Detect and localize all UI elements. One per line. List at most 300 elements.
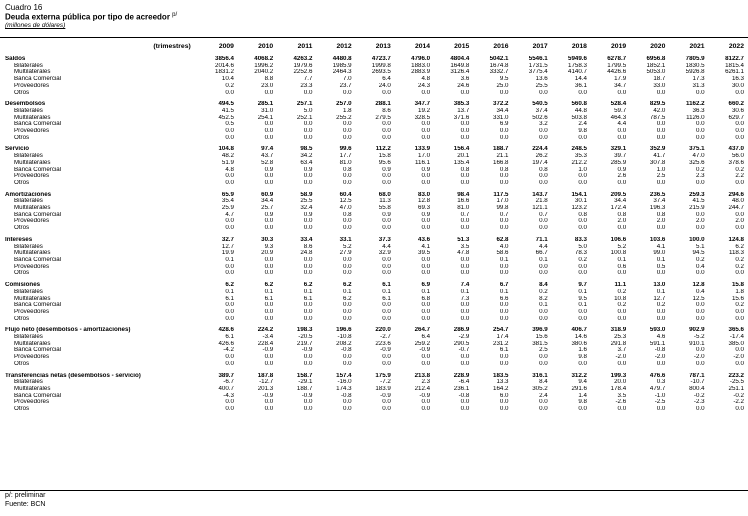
total-cell: 133.9 [414, 146, 431, 153]
total-cell: 124.8 [728, 236, 744, 243]
value-cell: 1996.2 [254, 62, 274, 69]
value-cell: 9.8 [578, 128, 587, 135]
value-cell: 0.0 [460, 399, 470, 406]
value-cell: 0.0 [617, 225, 627, 232]
total-cell: 4723.7 [371, 56, 391, 62]
value-cell: 178.4 [610, 385, 627, 392]
value-cell: 0.0 [499, 308, 509, 315]
total-cell: 30.3 [261, 236, 274, 243]
value-cell: 0.0 [421, 256, 431, 263]
title-text: Deuda externa pública por tipo de acreedor [5, 12, 170, 22]
row-label: Bilaterales [14, 198, 43, 205]
value-cell: 0.0 [264, 218, 274, 225]
value-cell: 0.0 [735, 360, 744, 367]
value-cell: 254.1 [257, 114, 274, 121]
value-cell: 0.2 [735, 166, 744, 173]
value-cell: 20.9 [261, 250, 274, 257]
value-cell: 371.6 [453, 114, 470, 121]
value-cell: 291.6 [571, 385, 587, 392]
value-cell: -2.3 [693, 399, 705, 406]
row-label: Proveedores [14, 263, 50, 270]
value-cell: -10.8 [337, 334, 352, 341]
value-cell: 0.0 [656, 128, 666, 135]
value-cell: -29.1 [298, 379, 313, 386]
total-cell: 213.8 [414, 372, 431, 379]
row-label: Otros [14, 360, 30, 367]
value-cell: 0.0 [578, 134, 587, 141]
total-cell: 236.5 [649, 191, 666, 198]
value-cell: 196.3 [649, 205, 666, 212]
section-label: Servicio [5, 146, 30, 153]
value-cell: 328.5 [414, 114, 431, 121]
value-cell: 0.0 [499, 354, 509, 361]
value-cell: 0.0 [617, 308, 627, 315]
value-cell: 2883.9 [411, 69, 431, 76]
total-cell: 188.7 [493, 146, 509, 153]
value-cell: 0.8 [460, 166, 470, 173]
value-cell: 0.0 [656, 360, 666, 367]
table-body [0, 56, 748, 413]
table-row [0, 198, 748, 205]
value-cell: 166.8 [493, 159, 509, 166]
total-cell: 6.1 [382, 282, 391, 289]
total-cell: 83.0 [418, 191, 431, 198]
row-label: Otros [14, 225, 30, 232]
total-cell: 60.9 [261, 191, 274, 198]
value-cell: 39.5 [418, 250, 431, 257]
total-cell: 365.6 [728, 327, 744, 334]
value-cell: 0.0 [225, 89, 234, 96]
value-cell: 0.0 [539, 128, 548, 135]
value-cell: 331.0 [493, 114, 509, 121]
table-row [0, 379, 748, 386]
value-cell: 0.0 [499, 270, 509, 277]
value-cell: 4.7 [225, 211, 234, 218]
value-cell: -10.7 [690, 379, 705, 386]
value-cell: 2252.6 [293, 69, 313, 76]
value-cell: 2693.5 [371, 69, 391, 76]
value-cell: 27.9 [339, 250, 352, 257]
value-cell: 0.0 [225, 270, 234, 277]
value-cell: 1830.5 [685, 62, 705, 69]
value-cell: 30.6 [731, 107, 744, 114]
row-label: Otros [14, 134, 30, 141]
value-cell: 2.0 [695, 218, 705, 225]
value-cell: 0.0 [735, 179, 744, 186]
value-cell: 0.9 [617, 166, 627, 173]
value-cell: 1.8 [735, 288, 744, 295]
total-cell: 98.4 [457, 191, 470, 198]
total-cell: 902.9 [689, 327, 705, 334]
value-cell: 0.0 [617, 128, 627, 135]
row-label: Bilaterales [14, 334, 43, 341]
value-cell: 0.0 [460, 89, 470, 96]
total-cell: 560.8 [571, 101, 587, 108]
value-cell: 0.7 [499, 211, 509, 218]
value-cell: 0.0 [499, 360, 509, 367]
value-cell: 0.0 [225, 399, 234, 406]
value-cell: 325.6 [689, 159, 705, 166]
value-cell: 0.0 [499, 128, 509, 135]
value-cell: 9.5 [578, 295, 587, 302]
value-cell: 0.0 [382, 302, 391, 309]
table-row [0, 399, 748, 406]
value-cell: 0.0 [343, 256, 352, 263]
value-cell: 208.2 [336, 340, 352, 347]
value-cell: 1985.9 [332, 62, 352, 69]
value-cell: 24.3 [418, 82, 431, 89]
value-cell: 0.0 [303, 179, 313, 186]
row-label: Banca Comercial [14, 347, 62, 354]
value-cell: 0.0 [225, 360, 234, 367]
value-cell: 4.4 [539, 243, 548, 250]
value-cell: 0.0 [735, 121, 744, 128]
total-cell: 104.8 [218, 146, 234, 153]
total-cell: 264.7 [414, 327, 431, 334]
total-cell: 83.3 [574, 236, 587, 243]
total-cell: 660.2 [728, 101, 744, 108]
value-cell: 1674.8 [489, 62, 509, 69]
value-cell: 58.6 [496, 250, 509, 257]
value-cell: -2.9 [458, 334, 470, 341]
value-cell: 0.0 [539, 89, 548, 96]
table-row [0, 309, 748, 316]
value-cell: 31.0 [261, 107, 274, 114]
value-cell: 0.0 [617, 134, 627, 141]
value-cell: 0.2 [617, 288, 627, 295]
value-cell: 0.0 [539, 315, 548, 322]
value-cell: 41.7 [653, 153, 666, 160]
value-cell: 3.2 [539, 121, 548, 128]
table-row [0, 167, 748, 174]
value-cell: 0.0 [735, 225, 744, 232]
value-cell: -0.9 [419, 347, 431, 354]
value-cell: 0.0 [382, 308, 391, 315]
value-cell: 2.3 [695, 173, 705, 180]
value-cell: 188.7 [296, 385, 313, 392]
value-cell: 0.0 [539, 399, 548, 406]
value-cell: -5.2 [693, 334, 705, 341]
value-cell: 0.0 [499, 173, 509, 180]
value-cell: 0.0 [617, 179, 627, 186]
table-row [0, 393, 748, 400]
value-cell: 3.5 [460, 243, 470, 250]
value-cell: 0.0 [303, 225, 313, 232]
value-cell: 1758.3 [568, 62, 587, 69]
value-cell: 0.0 [578, 270, 587, 277]
value-cell: 66.7 [535, 250, 548, 257]
total-cell: 228.9 [453, 372, 470, 379]
row-label: Otros [14, 315, 30, 322]
value-cell: -7.2 [380, 379, 391, 386]
table-row [0, 160, 748, 167]
value-cell: 3332.7 [489, 69, 509, 76]
value-cell: 0.0 [656, 308, 666, 315]
value-cell: 0.9 [303, 166, 313, 173]
value-cell: 0.0 [343, 218, 352, 225]
value-cell: 8.6 [382, 107, 391, 114]
value-cell: 1815.4 [725, 62, 744, 69]
total-cell: 6.2 [303, 282, 313, 289]
value-cell: 172.4 [610, 205, 627, 212]
value-cell: 0.0 [460, 315, 470, 322]
total-cell: 787.1 [689, 372, 705, 379]
value-cell: 0.0 [539, 308, 548, 315]
value-cell: 47.8 [457, 250, 470, 257]
value-cell: 503.8 [571, 114, 587, 121]
row-label: Multilaterales [14, 295, 51, 302]
value-cell: -0.8 [458, 392, 470, 399]
value-cell: 255.2 [336, 114, 352, 121]
row-label: Proveedores [14, 173, 50, 180]
value-cell: 16.6 [457, 198, 470, 205]
value-cell: 6.1 [264, 295, 274, 302]
value-cell: 0.0 [539, 225, 548, 232]
value-cell: 464.3 [610, 114, 627, 121]
footnote-source: Fuente: BCN [5, 501, 46, 508]
value-cell: 0.0 [695, 302, 705, 309]
value-cell: 1999.8 [371, 62, 391, 69]
table-row [0, 334, 748, 341]
value-cell: 39.7 [614, 153, 627, 160]
value-cell: 9.8 [578, 399, 587, 406]
value-cell: 279.5 [375, 114, 391, 121]
value-cell: 0.7 [460, 211, 470, 218]
total-cell: 51.3 [457, 236, 470, 243]
value-cell: 0.0 [578, 173, 587, 180]
year-header-2012: 2012 [336, 42, 352, 50]
total-cell: 11.1 [614, 282, 627, 289]
total-cell: 259.3 [689, 191, 705, 198]
table-row [0, 264, 748, 271]
value-cell: -0.9 [262, 392, 274, 399]
table-row [0, 225, 748, 232]
value-cell: 1.4 [578, 392, 587, 399]
value-cell: 0.0 [695, 211, 705, 218]
value-cell: 0.0 [382, 399, 391, 406]
value-cell: 215.9 [689, 205, 705, 212]
value-cell: 0.8 [343, 166, 352, 173]
value-cell: 94.5 [692, 250, 705, 257]
value-cell: 0.9 [303, 211, 313, 218]
value-cell: 0.0 [343, 134, 352, 141]
value-cell: 15.6 [535, 334, 548, 341]
row-label: Multilaterales [14, 159, 51, 166]
value-cell: 25.9 [221, 205, 234, 212]
value-cell: 4.0 [499, 243, 509, 250]
table-row [0, 108, 748, 115]
year-header-row [0, 38, 748, 56]
value-cell: 0.0 [460, 302, 470, 309]
value-cell: 0.0 [225, 134, 234, 141]
value-cell: 0.0 [264, 89, 274, 96]
value-cell: 0.0 [303, 121, 313, 128]
value-cell: 0.0 [421, 399, 431, 406]
value-cell: 0.0 [460, 263, 470, 270]
value-cell: 1126.0 [686, 114, 705, 121]
value-cell: 24.6 [457, 82, 470, 89]
value-cell: 0.0 [264, 406, 274, 413]
value-cell: 0.0 [421, 270, 431, 277]
value-cell: 0.0 [539, 354, 548, 361]
value-cell: 12.5 [692, 295, 705, 302]
total-cell: 224.4 [532, 146, 548, 153]
value-cell: 10.8 [614, 295, 627, 302]
value-cell: 1831.2 [215, 69, 234, 76]
total-cell: 6.9 [421, 282, 431, 289]
value-cell: 0.0 [735, 270, 744, 277]
value-cell: 0.0 [382, 354, 391, 361]
section-label: Desembolsos [5, 101, 46, 108]
value-cell: 0.0 [382, 225, 391, 232]
value-cell: 0.0 [695, 360, 705, 367]
value-cell: 0.2 [695, 166, 705, 173]
value-cell: 47.0 [339, 205, 352, 212]
value-cell: -6.4 [458, 379, 470, 386]
value-cell: 0.0 [578, 179, 587, 186]
total-cell: 257.1 [296, 101, 313, 108]
value-cell: 0.0 [539, 270, 548, 277]
value-cell: 0.0 [735, 211, 744, 218]
value-cell: 0.0 [695, 406, 705, 413]
value-cell: 3.6 [460, 76, 470, 83]
value-cell: 6.2 [343, 295, 352, 302]
value-cell: 0.1 [539, 302, 548, 309]
value-cell: 378.6 [728, 159, 744, 166]
value-cell: -2.0 [654, 354, 666, 361]
row-label: Multilaterales [14, 114, 51, 121]
value-cell: 0.0 [264, 315, 274, 322]
value-cell: -0.9 [301, 347, 313, 354]
value-cell: 0.0 [578, 315, 587, 322]
value-cell: 212.4 [414, 385, 431, 392]
value-cell: -3.4 [262, 334, 274, 341]
value-cell: 426.6 [218, 340, 234, 347]
year-header-2011: 2011 [297, 42, 313, 50]
value-cell: 2.3 [421, 379, 431, 386]
value-cell: 0.0 [264, 173, 274, 180]
total-cell: 68.0 [378, 191, 391, 198]
row-label: Banca Comercial [14, 76, 62, 83]
value-cell: -0.9 [380, 392, 391, 399]
value-cell: 0.0 [617, 315, 627, 322]
value-cell: 0.0 [264, 256, 274, 263]
value-cell: 0.0 [264, 179, 274, 186]
value-cell: 1.0 [578, 166, 587, 173]
row-label: Multilaterales [14, 385, 51, 392]
total-cell: 175.9 [375, 372, 391, 379]
value-cell: 2.6 [617, 173, 627, 180]
value-cell: 0.0 [539, 263, 548, 270]
value-cell: 0.0 [225, 354, 234, 361]
value-cell: 0.4 [695, 263, 705, 270]
value-cell: 99.0 [653, 250, 666, 257]
value-cell: 0.0 [303, 354, 313, 361]
value-cell: 0.0 [303, 308, 313, 315]
value-cell: 0.0 [695, 134, 705, 141]
total-cell: 312.2 [571, 372, 587, 379]
value-cell: 0.0 [343, 406, 352, 413]
total-cell: 196.6 [336, 327, 352, 334]
value-cell: 0.0 [343, 173, 352, 180]
value-cell: 1731.5 [528, 62, 548, 69]
value-cell: 305.2 [532, 385, 548, 392]
value-cell: 0.0 [264, 270, 274, 277]
year-header-2013: 2013 [375, 42, 391, 50]
total-cell: 593.0 [649, 327, 666, 334]
value-cell: 479.7 [649, 385, 666, 392]
value-cell: 0.0 [264, 302, 274, 309]
total-cell: 199.3 [610, 372, 627, 379]
value-cell: 4.6 [656, 334, 666, 341]
value-cell: 37.4 [535, 107, 548, 114]
value-cell: 59.7 [614, 107, 627, 114]
value-cell: 0.0 [499, 263, 509, 270]
value-cell: 787.5 [649, 114, 666, 121]
value-cell: 6.1 [303, 295, 313, 302]
value-cell: 15.8 [378, 153, 391, 160]
total-cell: 4804.4 [450, 56, 470, 62]
value-cell: 0.0 [578, 360, 587, 367]
value-cell: 6.0 [499, 392, 509, 399]
total-cell: 6.2 [225, 282, 234, 289]
value-cell: 0.0 [460, 179, 470, 186]
value-cell: 0.0 [499, 315, 509, 322]
total-cell: 100.0 [689, 236, 705, 243]
row-label: Banca Comercial [14, 392, 62, 399]
value-cell: 201.3 [257, 385, 274, 392]
value-cell: 5.1 [695, 243, 705, 250]
value-cell: 6.2 [735, 243, 744, 250]
total-cell: 5042.1 [489, 56, 509, 62]
value-cell: 0.6 [617, 263, 627, 270]
value-cell: 14.6 [574, 334, 587, 341]
value-cell: 6.1 [499, 347, 509, 354]
value-cell: 0.2 [735, 263, 744, 270]
value-cell: 174.3 [336, 385, 352, 392]
debt-table [0, 38, 748, 413]
section-total-row [0, 373, 748, 380]
value-cell: 17.0 [496, 198, 509, 205]
total-cell: 15.8 [731, 282, 744, 289]
value-cell: 23.7 [339, 82, 352, 89]
total-cell: 156.4 [453, 146, 470, 153]
value-cell: 0.3 [656, 379, 666, 386]
value-cell: 0.0 [382, 121, 391, 128]
row-label: Proveedores [14, 308, 50, 315]
value-cell: 0.2 [539, 288, 548, 295]
value-cell: 12.5 [339, 198, 352, 205]
value-cell: 4.1 [656, 243, 666, 250]
value-cell: 0.0 [539, 173, 548, 180]
value-cell: 99.8 [496, 205, 509, 212]
value-cell: 1852.1 [646, 62, 666, 69]
total-cell: 157.4 [336, 372, 352, 379]
total-cell: 428.6 [218, 327, 234, 334]
value-cell: 2.0 [656, 218, 666, 225]
value-cell: 0.2 [617, 302, 627, 309]
value-cell: 0.0 [421, 315, 431, 322]
value-cell: 0.0 [460, 128, 470, 135]
total-cell: 154.1 [571, 191, 587, 198]
total-cell: 528.4 [610, 101, 627, 108]
value-cell: 2.4 [539, 392, 548, 399]
table-row [0, 354, 748, 361]
value-cell: 290.5 [453, 340, 470, 347]
value-cell: 0.1 [578, 288, 587, 295]
row-label: Bilaterales [14, 153, 43, 160]
row-label: Multilaterales [14, 340, 51, 347]
